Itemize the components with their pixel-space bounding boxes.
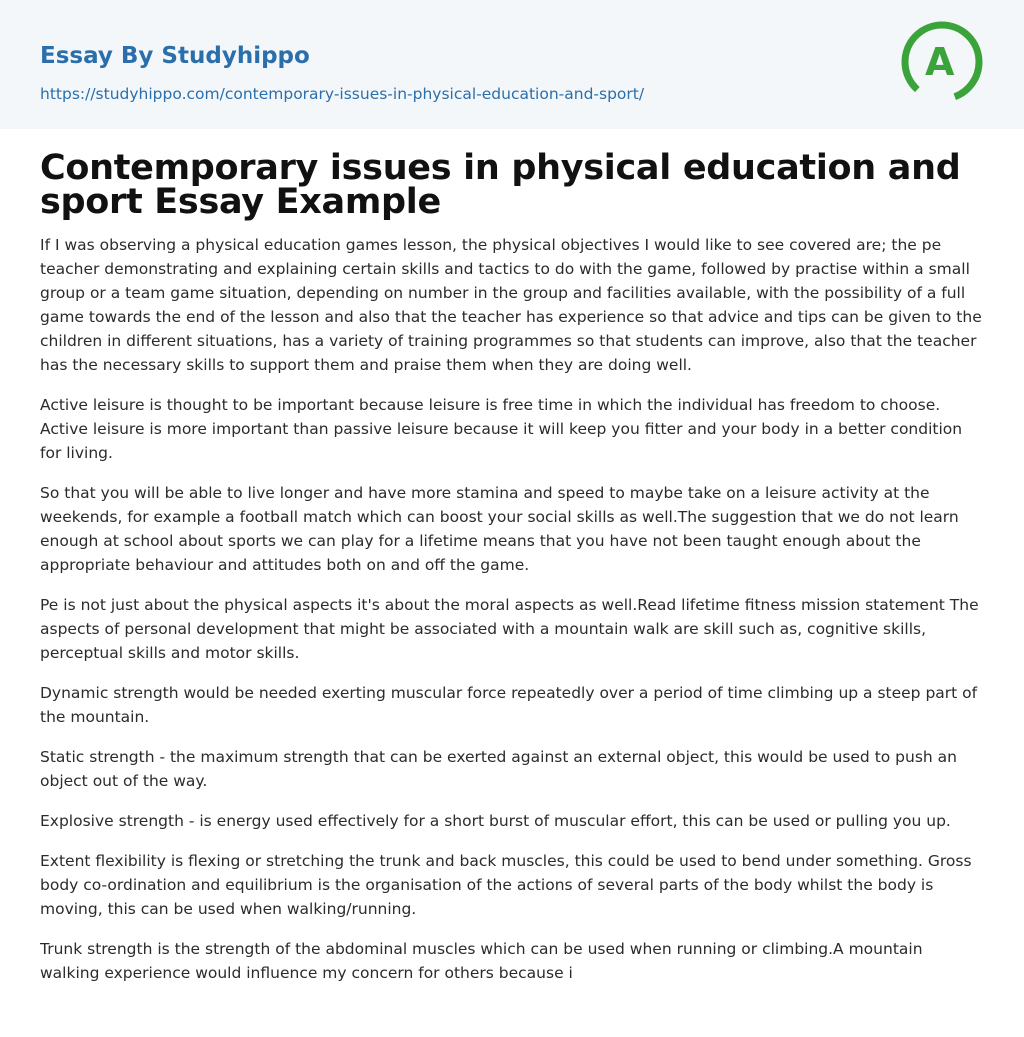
article-paragraph-4: Pe is not just about the physical aspects it's about the moral aspects as well.Read lifetime fitness mission statement The aspects of personal development that might be associated with a mountain walk are skill such as, cognitive skills, perceptual skills and motor skills. — [40, 596, 979, 662]
article — [0, 148, 1024, 985]
article-paragraph-9: Trunk strength is the strength of the abdominal muscles which can be used when running or climbing.A mountain walking experience would influence my concern for others because i — [40, 940, 923, 982]
article-paragraph-3: So that you will be able to live longer and have more stamina and speed to maybe take on a leisure activity at the weekends, for example a football match which can boost your social skills as well.The suggestion that we do not learn enough at school about sports we can play for a lifetime means that you have not been taught enough about the appropriate behaviour and attitudes both on and off the game. — [40, 484, 959, 574]
logo-letter: A — [925, 40, 955, 84]
article-paragraph-5: Dynamic strength would be needed exerting muscular force repeatedly over a period of time climbing up a steep part of the mountain. — [40, 684, 978, 726]
article-paragraph-6: Static strength - the maximum strength that can be exerted against an external object, this would be used to push an object out of the way. — [40, 748, 957, 790]
page-url-link[interactable]: https://studyhippo.com/contemporary-issues-in-physical-education-and-sport/ — [40, 85, 645, 103]
site-header — [0, 0, 1024, 129]
logo-icon — [900, 20, 984, 104]
article-paragraph-1: If I was observing a physical education games lesson, the physical objectives I would like to see covered are; the pe teacher demonstrating and explaining certain skills and tactics to do with the game, followed by practise within a small group or a team game situation, depending on number in the group and facilities available, with the possibility of a full game towards the end of the lesson and also that the teacher has experience so that advice and tips can be given to the children in different situations, has a variety of training programmes so that students can improve, also that the teacher has the necessary skills to support them and praise them when they are doing well. — [40, 236, 982, 374]
article-paragraph-8: Extent flexibility is flexing or stretching the trunk and back muscles, this could be used to bend under something. Gross body co-ordination and equilibrium is the organisation of the actions of several parts of the body whilst the body is moving, this can be used when walking/running. — [40, 852, 972, 918]
article-paragraph-7: Explosive strength - is energy used effectively for a short burst of muscular effort, this can be used or pulling you up. — [40, 812, 951, 830]
article-title: Contemporary issues in physical education and sport Essay Example — [40, 148, 961, 222]
site-brand[interactable]: Essay By Studyhippo — [40, 43, 310, 69]
studyhippo-logo[interactable] — [900, 20, 984, 104]
article-paragraph-2: Active leisure is thought to be important because leisure is free time in which the individual has freedom to choose. Active leisure is more important than passive leisure because it will keep you fitter and your body in a better condition for living. — [40, 396, 963, 462]
